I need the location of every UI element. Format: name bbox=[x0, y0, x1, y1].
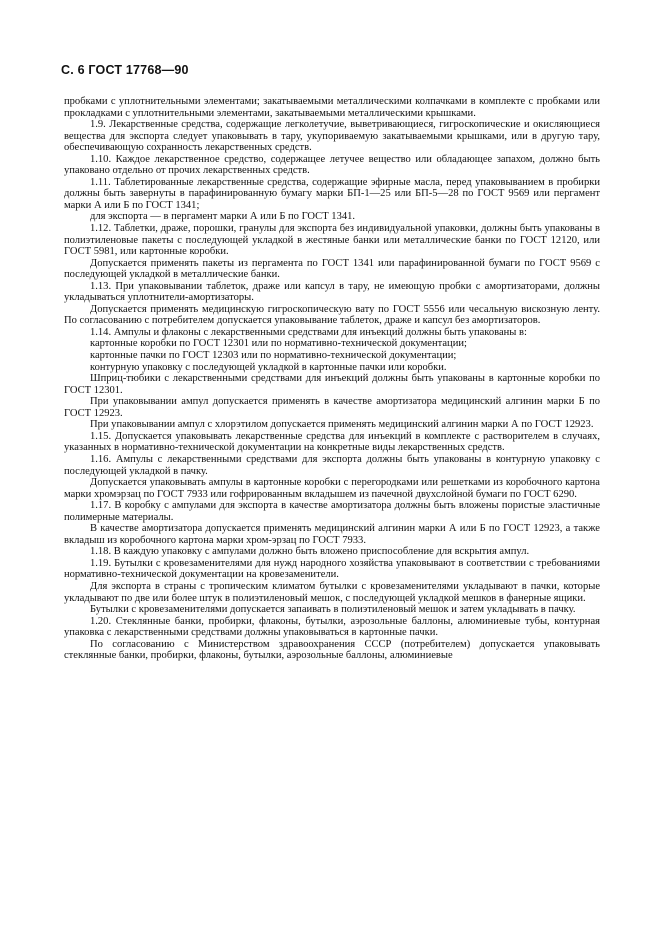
paragraph: 1.18. В каждую упаковку с ампулами должно быть вложено приспособление для вскрытия ампул. bbox=[90, 546, 530, 558]
paragraph: контурную упаковку с последующей укладкой в картонные пачки или коробки. bbox=[90, 361, 447, 373]
paragraph: 1.12. Таблетки, драже, порошки, гранулы для экспорта без индивидуальной упаковки, должны быть упакованы в полиэтиленовые пакеты с последующей укладкой в жестяные банки или металлические банки по ГОСТ 12120, или ГОСТ 5981, или картонные коробки. bbox=[64, 223, 600, 258]
document-page bbox=[61, 63, 600, 662]
paragraph: 1.17. В коробку с ампулами для экспорта в качестве амортизатора должны быть вложены пористые эластичные полимерные материалы. bbox=[64, 500, 600, 523]
paragraph: пробками с уплотнительными элементами; закатываемыми металлическими колпачками в комплекте с пробками или прокладками с уплотнительными элементами, закатываемыми металлическими крышками. bbox=[64, 96, 600, 119]
paragraph: 1.10. Каждое лекарственное средство, содержащее летучее вещество или обладающее запахом, должно быть упаковано отдельно от прочих лекарственных средств. bbox=[64, 153, 600, 177]
paragraph: 1.14. Ампулы и флаконы с лекарственными средствами для инъекций должны быть упакованы в: bbox=[90, 326, 527, 338]
paragraph: 1.19. Бутылки с кровезаменителями для нужд народного хозяйства упаковывают в соответствии с требованиями нормативно-технической документации на кровезаменители. bbox=[64, 557, 600, 581]
paragraph: Допускается упаковывать ампулы в картонные коробки с перегородками или решетками из коробочного картона марки хромэрзац по ГОСТ 7933 или гофрированным вкладышем из пачечной двухслойной бумаги по ГОСТ 6290. bbox=[64, 477, 600, 500]
paragraph: картонные коробки по ГОСТ 12301 или по нормативно-технической документации; bbox=[90, 338, 467, 350]
paragraph: Допускается применять пакеты из пергамента по ГОСТ 1341 или парафинированной бумаги по ГОСТ 9569 с последующей укладкой в металлические банки. bbox=[64, 257, 600, 281]
paragraph: По согласованию с Министерством здравоохранения СССР (потребителем) допускается упаковывать стеклянные банки, пробирки, флаконы, бутылки, аэрозольные баллоны, алюминиевые bbox=[64, 638, 600, 662]
paragraph: Шприц-тюбики с лекарственными средствами для инъекций должны быть упакованы в картонные коробки по ГОСТ 12301. bbox=[64, 373, 600, 396]
paragraph: 1.16. Ампулы с лекарственными средствами для экспорта должны быть упакованы в контурную упаковку с последующей укладкой в пачку. bbox=[64, 453, 600, 477]
page-header: С. 6 ГОСТ 17768—90 bbox=[61, 63, 189, 77]
paragraph: 1.13. При упаковывании таблеток, драже или капсул в тару, не имеющую пробки с амортизаторами, должны укладываться уплотнители-амортизаторы. bbox=[64, 280, 600, 304]
paragraph: 1.9. Лекарственные средства, содержащие легколетучие, выветривающиеся, гигроскопические и окисляющиеся вещества для экспорта следует упаковывать в тару, укупориваемую закатываемыми крышками, или в другую тару, обеспечивающую сохранность лекарственных средств. bbox=[64, 119, 600, 154]
document-body bbox=[64, 96, 600, 662]
paragraph: 1.20. Стеклянные банки, пробирки, флаконы, бутылки, аэрозольные баллоны, алюминиевые тубы, контурная упаковка с лекарственными средствами должны упаковываться в картонные пачки. bbox=[64, 615, 600, 639]
paragraph: Бутылки с кровезаменителями допускается запаивать в полиэтиленовый мешок и затем укладывать в пачку. bbox=[90, 604, 576, 616]
paragraph: для экспорта — в пергамент марки А или Б по ГОСТ 1341. bbox=[90, 211, 356, 223]
paragraph: Допускается применять медицинскую гигроскопическую вату по ГОСТ 5556 или чесальную вискозную ленту. По согласованию с потребителем допускается упаковывание таблеток, драже и капсул без амортизаторов. bbox=[64, 303, 600, 327]
paragraph: В качестве амортизатора допускается применять медицинский алгинин марки А или Б по ГОСТ 12923, а также вкладыш из коробочного картона марки хром-эрзац по ГОСТ 7933. bbox=[64, 523, 600, 546]
paragraph: Для экспорта в страны с тропическим климатом бутылки с кровезаменителями укладывают в пачки, которые укладывают по две или более штук в полиэтиленовый мешок, с последующей укладкой мешков в фанерные ящики. bbox=[64, 580, 600, 604]
paragraph: При упаковывании ампул с хлорэтилом допускается применять медицинский алгинин марки А по ГОСТ 12923. bbox=[90, 419, 594, 431]
paragraph: При упаковывании ампул допускается применять в качестве амортизатора медицинский алгинин марки Б по ГОСТ 12923. bbox=[64, 396, 600, 419]
paragraph: 1.15. Допускается упаковывать лекарственные средства для инъекций в комплекте с растворителем в случаях, указанных в нормативно-технической документации на конкретные виды лекарственных средств. bbox=[64, 430, 600, 454]
paragraph: картонные пачки по ГОСТ 12303 или по нормативно-технической документации; bbox=[90, 350, 457, 362]
paragraph: 1.11. Таблетированные лекарственные средства, содержащие эфирные масла, перед упаковыванием в пробирки должны быть завернуты в парафинированную бумагу марки БП-1—25 или БП-5—28 по ГОСТ 9569 или пергамент марки А или Б по ГОСТ 1341; bbox=[64, 176, 600, 211]
